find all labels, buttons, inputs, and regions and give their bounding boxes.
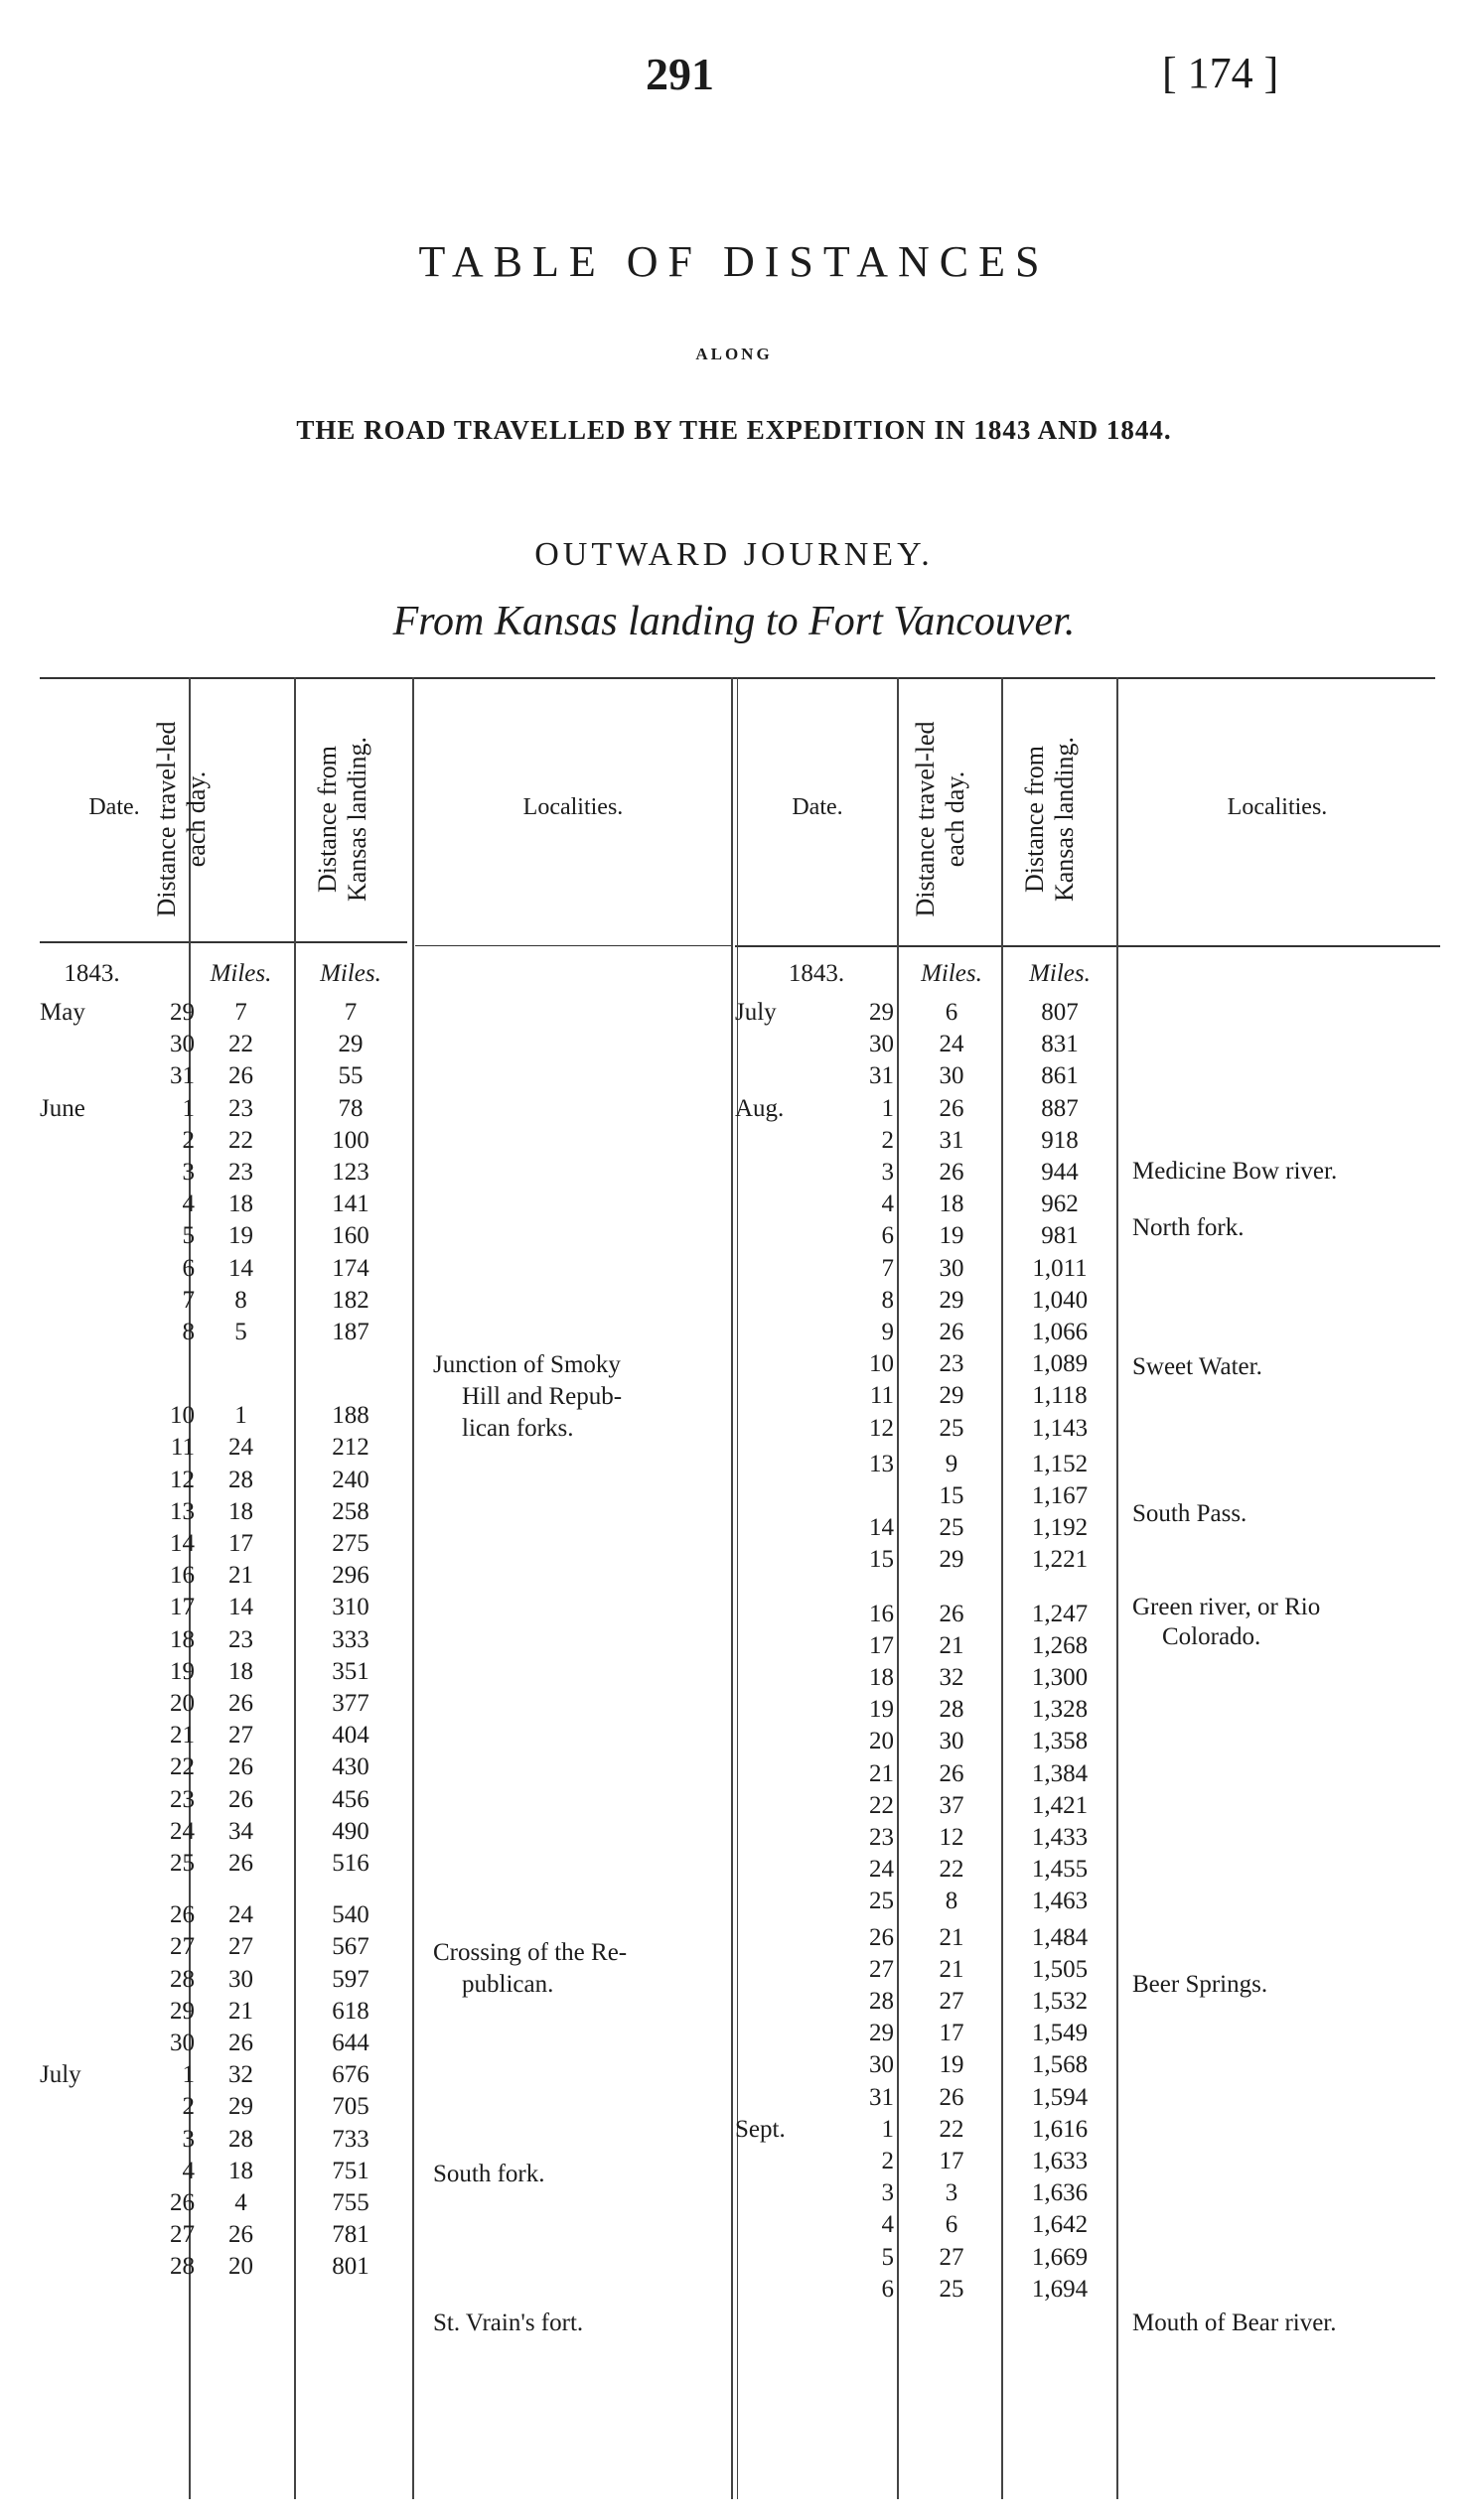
page-number: 291 (646, 49, 714, 99)
distance-day-cell: 21 (939, 1955, 964, 1983)
locality-text: South fork. (433, 2161, 545, 2187)
distance-day-cell: 26 (228, 1850, 253, 1877)
day-cell: 2 (881, 1126, 894, 1154)
day-cell: 5 (182, 1222, 195, 1250)
table-row (0, 1883, 1468, 1919)
day-cell: 13 (869, 1450, 894, 1477)
distance-day-cell: 15 (939, 1482, 964, 1509)
day-cell: 19 (170, 1657, 195, 1685)
column-header-localities: Localities. (522, 794, 624, 820)
locality-text: Hill and Repub- (462, 1383, 623, 1410)
distance-total-cell: 1,669 (1031, 2243, 1089, 2271)
distance-day-cell: 26 (228, 1062, 253, 1090)
day-cell: 1 (881, 1094, 894, 1122)
day-cell: 30 (170, 2030, 195, 2056)
day-cell: 31 (869, 1062, 894, 1090)
distance-day-cell: 5 (234, 1319, 247, 1345)
distance-total-cell: 801 (332, 2253, 369, 2281)
column-header-date: Date. (792, 794, 843, 820)
distance-total-cell: 456 (332, 1785, 369, 1813)
distance-total-cell: 540 (332, 1901, 369, 1929)
day-cell: 24 (869, 1856, 894, 1884)
distance-day-cell: 22 (228, 1126, 253, 1154)
distance-day-cell: 18 (228, 1657, 253, 1685)
distance-day-cell: 24 (939, 1031, 964, 1058)
distance-total-cell: 1,300 (1031, 1664, 1089, 1691)
day-cell: 28 (869, 1988, 894, 2015)
day-cell: 24 (170, 1817, 195, 1845)
day-cell: 29 (869, 999, 894, 1026)
distance-day-cell: 26 (228, 1690, 253, 1717)
distance-total-cell: 1,642 (1031, 2211, 1089, 2239)
day-cell: 1 (182, 2061, 195, 2089)
units-label: Miles. (921, 960, 982, 987)
distance-day-cell: 6 (945, 2211, 958, 2239)
distance-total-cell: 1,549 (1031, 2020, 1089, 2047)
locality-text: Junction of Smoky (433, 1351, 621, 1378)
day-cell: 10 (170, 1402, 195, 1430)
distance-total-cell: 100 (332, 1126, 369, 1154)
day-cell: 21 (869, 1759, 894, 1787)
day-cell: 14 (869, 1514, 894, 1542)
distance-day-cell: 19 (939, 1222, 964, 1250)
day-cell: 11 (170, 1434, 195, 1462)
distance-day-cell: 26 (228, 2221, 253, 2249)
distance-day-cell: 26 (228, 1753, 253, 1781)
distance-day-cell: 26 (939, 1600, 964, 1627)
distance-day-cell: 26 (228, 2030, 253, 2056)
distance-total-cell: 55 (338, 1062, 364, 1090)
locality-text: Colorado. (1162, 1623, 1261, 1650)
distance-total-cell: 29 (338, 1031, 364, 1058)
distance-day-cell: 20 (228, 2253, 253, 2281)
day-cell: 12 (869, 1414, 894, 1442)
day-cell: 4 (881, 2211, 894, 2239)
distance-day-cell: 8 (945, 1888, 958, 1915)
distance-total-cell: 516 (332, 1850, 369, 1877)
page-number-bracketed: [ 174 ] (1162, 49, 1279, 97)
day-cell: 26 (170, 1901, 195, 1929)
distance-day-cell: 26 (228, 1785, 253, 1813)
distance-day-cell: 23 (939, 1350, 964, 1378)
distance-total-cell: 1,384 (1031, 1759, 1089, 1787)
distance-day-cell: 30 (939, 1062, 964, 1090)
distance-day-cell: 23 (228, 1625, 253, 1653)
day-cell: 22 (869, 1791, 894, 1819)
distance-day-cell: 26 (939, 1759, 964, 1787)
column-header-localities: Localities. (1227, 794, 1328, 820)
distance-total-cell: 1,532 (1031, 1988, 1089, 2015)
units-row (0, 955, 1468, 992)
distance-total-cell: 597 (332, 1965, 369, 1993)
distance-total-cell: 141 (332, 1190, 369, 1218)
day-cell: 18 (170, 1625, 195, 1653)
day-cell: 8 (182, 1319, 195, 1345)
route-heading: From Kansas landing to Fort Vancouver. (392, 599, 1076, 644)
distance-total-cell: 296 (332, 1562, 369, 1590)
day-cell: 31 (869, 2083, 894, 2111)
day-cell: 30 (170, 1031, 195, 1058)
distance-day-cell: 19 (939, 2051, 964, 2079)
distance-day-cell: 25 (939, 1414, 964, 1442)
day-cell: 15 (869, 1546, 894, 1574)
distance-total-cell: 160 (332, 1222, 369, 1250)
day-cell: 5 (881, 2243, 894, 2271)
distance-day-cell: 18 (939, 1190, 964, 1218)
distance-total-cell: 1,616 (1031, 2115, 1089, 2143)
day-cell: 29 (869, 2020, 894, 2047)
day-cell: 17 (869, 1631, 894, 1659)
day-cell: 3 (182, 2125, 195, 2153)
day-cell: 16 (869, 1600, 894, 1627)
day-cell: 14 (170, 1530, 195, 1557)
distance-day-cell: 17 (939, 2020, 964, 2047)
locality-text: Crossing of the Re- (433, 1939, 628, 1966)
distance-total-cell: 618 (332, 1997, 369, 2025)
distance-day-cell: 30 (228, 1965, 253, 1993)
distance-day-cell: 8 (234, 1286, 247, 1314)
page-subtitle: THE ROAD TRAVELLED BY THE EXPEDITION IN 1843 AND 1844. (296, 415, 1172, 445)
distance-total-cell: 275 (332, 1530, 369, 1557)
day-cell: 21 (170, 1722, 195, 1750)
distance-total-cell: 1,040 (1031, 1286, 1089, 1314)
month-label: Aug. (735, 1094, 785, 1122)
day-cell: 1 (182, 1094, 195, 1122)
units-label: Miles. (210, 960, 272, 987)
day-cell: 6 (881, 2275, 894, 2303)
distance-total-cell: 751 (332, 2157, 369, 2184)
distance-day-cell: 18 (228, 1497, 253, 1525)
distance-day-cell: 3 (945, 2179, 958, 2207)
distance-day-cell: 29 (939, 1546, 964, 1574)
units-label: Miles. (1029, 960, 1091, 987)
distance-day-cell: 37 (939, 1791, 964, 1819)
day-cell: 3 (182, 1159, 195, 1186)
distance-total-cell: 240 (332, 1466, 369, 1493)
distance-day-cell: 27 (228, 1933, 253, 1961)
locality-text: lican forks. (462, 1415, 574, 1442)
distance-total-cell: 861 (1041, 1062, 1079, 1090)
month-label: July (735, 999, 777, 1026)
distance-total-cell: 351 (332, 1657, 369, 1685)
day-cell: 30 (869, 1031, 894, 1058)
distance-total-cell: 1,636 (1031, 2179, 1089, 2207)
day-cell: 27 (170, 2221, 195, 2249)
day-cell: 2 (182, 2093, 195, 2121)
distance-day-cell: 9 (945, 1450, 958, 1477)
distance-total-cell: 1,568 (1031, 2051, 1089, 2079)
distance-day-cell: 25 (939, 1514, 964, 1542)
distance-total-cell: 1,505 (1031, 1955, 1089, 1983)
distance-day-cell: 21 (228, 1997, 253, 2025)
locality-text: South Pass. (1132, 1500, 1248, 1527)
locality-text: Green river, or Rio (1132, 1594, 1321, 1620)
day-cell: 23 (170, 1785, 195, 1813)
locality-text: North fork. (1132, 1214, 1245, 1241)
day-cell: 4 (881, 1190, 894, 1218)
day-cell: 19 (869, 1696, 894, 1724)
distance-total-cell: 174 (332, 1254, 369, 1282)
distance-total-cell: 123 (332, 1159, 369, 1186)
distance-day-cell: 14 (228, 1254, 253, 1282)
distance-total-cell: 1,089 (1031, 1350, 1089, 1378)
day-cell: 26 (170, 2189, 195, 2216)
day-cell: 12 (170, 1466, 195, 1493)
distance-day-cell: 17 (939, 2148, 964, 2174)
column-header-distance-total: Distance from Kansas landing. (1020, 736, 1079, 903)
day-cell: 6 (182, 1254, 195, 1282)
day-cell: 25 (170, 1850, 195, 1877)
distance-total-cell: 1,633 (1031, 2148, 1089, 2174)
distance-day-cell: 26 (939, 1094, 964, 1122)
header-bottom-rule-mid (415, 945, 733, 946)
distance-day-cell: 7 (234, 999, 247, 1026)
distance-day-cell: 21 (939, 1631, 964, 1659)
distance-day-cell: 18 (228, 2157, 253, 2184)
day-cell: 3 (881, 2179, 894, 2207)
distance-total-cell: 918 (1041, 1126, 1079, 1154)
header-bottom-rule-left (40, 941, 407, 943)
distance-day-cell: 32 (939, 1664, 964, 1691)
distance-day-cell: 28 (228, 2125, 253, 2153)
distance-total-cell: 187 (332, 1319, 369, 1345)
day-cell: 3 (881, 1159, 894, 1186)
distance-day-cell: 29 (939, 1382, 964, 1410)
month-label: July (40, 2061, 81, 2089)
distance-day-cell: 26 (939, 1159, 964, 1186)
column-header-distance-day: Distance travel-led each day. (911, 721, 969, 917)
units-label: Miles. (320, 960, 381, 987)
distance-day-cell: 26 (939, 1319, 964, 1345)
distance-day-cell: 27 (939, 2243, 964, 2271)
distance-total-cell: 981 (1041, 1222, 1079, 1250)
distance-day-cell: 22 (939, 1856, 964, 1884)
distance-day-cell: 6 (945, 999, 958, 1026)
day-cell: 26 (869, 1923, 894, 1951)
distance-day-cell: 17 (228, 1530, 253, 1557)
distance-total-cell: 333 (332, 1625, 369, 1653)
distance-total-cell: 1,433 (1031, 1824, 1089, 1851)
day-cell: 28 (170, 2253, 195, 2281)
distance-total-cell: 188 (332, 1402, 369, 1430)
distance-total-cell: 944 (1041, 1159, 1079, 1186)
distance-total-cell: 644 (332, 2030, 369, 2056)
year-label: 1843. (64, 960, 120, 987)
distance-total-cell: 1,484 (1031, 1923, 1089, 1951)
distance-total-cell: 1,167 (1031, 1482, 1089, 1509)
distance-day-cell: 18 (228, 1190, 253, 1218)
section-heading: OUTWARD JOURNEY. (534, 536, 934, 573)
distance-day-cell: 27 (228, 1722, 253, 1750)
distance-total-cell: 1,011 (1032, 1254, 1088, 1282)
distance-total-cell: 430 (332, 1753, 369, 1781)
day-cell: 18 (869, 1664, 894, 1691)
distance-day-cell: 21 (939, 1923, 964, 1951)
distance-total-cell: 781 (332, 2221, 369, 2249)
day-cell: 22 (170, 1753, 195, 1781)
month-label: Sept. (735, 2115, 786, 2143)
locality-text: publican. (462, 1971, 554, 1998)
distance-total-cell: 1,694 (1031, 2275, 1089, 2303)
day-cell: 29 (170, 1997, 195, 2025)
distance-total-cell: 1,221 (1031, 1546, 1089, 1574)
locality-text: Mouth of Bear river. (1132, 2310, 1337, 2336)
day-cell: 20 (170, 1690, 195, 1717)
day-cell: 29 (170, 999, 195, 1026)
distance-total-cell: 404 (332, 1722, 369, 1750)
day-cell: 7 (182, 1286, 195, 1314)
locality-text: Beer Springs. (1132, 1971, 1268, 1998)
day-cell: 17 (170, 1594, 195, 1621)
column-header-date: Date. (88, 794, 140, 820)
distance-total-cell: 755 (332, 2189, 369, 2216)
distance-day-cell: 28 (228, 1466, 253, 1493)
day-cell: 7 (881, 1254, 894, 1282)
locality-text: Medicine Bow river. (1132, 1158, 1338, 1185)
distance-day-cell: 12 (939, 1824, 964, 1851)
distance-total-cell: 1,328 (1031, 1696, 1089, 1724)
day-cell: 2 (881, 2148, 894, 2174)
day-cell: 20 (869, 1728, 894, 1755)
distance-total-cell: 182 (332, 1286, 369, 1314)
day-cell: 27 (869, 1955, 894, 1983)
distance-day-cell: 27 (939, 1988, 964, 2015)
distance-day-cell: 32 (228, 2061, 253, 2089)
distance-day-cell: 24 (228, 1901, 253, 1929)
distance-day-cell: 30 (939, 1728, 964, 1755)
distance-day-cell: 29 (228, 2093, 253, 2121)
distance-day-cell: 1 (234, 1402, 247, 1430)
distance-total-cell: 1,118 (1032, 1382, 1088, 1410)
day-cell: 13 (170, 1497, 195, 1525)
distance-total-cell: 1,268 (1031, 1631, 1089, 1659)
distance-day-cell: 29 (939, 1286, 964, 1314)
distance-total-cell: 676 (332, 2061, 369, 2089)
distance-total-cell: 962 (1041, 1190, 1079, 1218)
month-label: May (40, 999, 85, 1026)
distance-total-cell: 1,143 (1031, 1414, 1089, 1442)
title-connector: ALONG (695, 345, 773, 363)
day-cell: 2 (182, 1126, 195, 1154)
distance-total-cell: 212 (332, 1434, 369, 1462)
locality-text: St. Vrain's fort. (433, 2310, 584, 2336)
day-cell: 4 (182, 2157, 195, 2184)
table-row (0, 1541, 1468, 1578)
distance-day-cell: 23 (228, 1159, 253, 1186)
day-cell: 6 (881, 1222, 894, 1250)
day-cell: 27 (170, 1933, 195, 1961)
distance-day-cell: 14 (228, 1594, 253, 1621)
day-cell: 10 (869, 1350, 894, 1378)
distance-day-cell: 22 (939, 2115, 964, 2143)
day-cell: 1 (881, 2115, 894, 2143)
day-cell: 23 (869, 1824, 894, 1851)
distance-total-cell: 490 (332, 1817, 369, 1845)
distance-total-cell: 1,594 (1031, 2083, 1089, 2111)
distance-day-cell: 21 (228, 1562, 253, 1590)
distance-total-cell: 1,152 (1031, 1450, 1089, 1477)
distance-total-cell: 1,463 (1031, 1888, 1089, 1915)
column-header-distance-total: Distance from Kansas landing. (313, 736, 371, 903)
distance-total-cell: 831 (1041, 1031, 1079, 1058)
column-header-distance-day: Distance travel-led each day. (152, 721, 211, 917)
distance-total-cell: 310 (332, 1594, 369, 1621)
month-label: June (40, 1094, 85, 1122)
distance-day-cell: 34 (228, 1817, 253, 1845)
distance-total-cell: 1,421 (1031, 1791, 1089, 1819)
distance-day-cell: 4 (234, 2189, 247, 2216)
day-cell: 4 (182, 1190, 195, 1218)
distance-day-cell: 19 (228, 1222, 253, 1250)
distance-day-cell: 23 (228, 1094, 253, 1122)
distance-day-cell: 25 (939, 2275, 964, 2303)
distance-total-cell: 705 (332, 2093, 369, 2121)
distance-total-cell: 78 (338, 1094, 364, 1122)
day-cell: 30 (869, 2051, 894, 2079)
header-bottom-rule-right (735, 945, 1440, 947)
page-title: TABLE OF DISTANCES (418, 237, 1050, 286)
distance-total-cell: 1,066 (1031, 1319, 1089, 1345)
table-row (0, 2271, 1468, 2308)
distance-day-cell: 22 (228, 1031, 253, 1058)
distance-day-cell: 24 (228, 1434, 253, 1462)
table-row (0, 1410, 1468, 1447)
distance-total-cell: 887 (1041, 1094, 1079, 1122)
distance-total-cell: 1,358 (1031, 1728, 1089, 1755)
distance-total-cell: 258 (332, 1497, 369, 1525)
day-cell: 28 (170, 1965, 195, 1993)
distance-total-cell: 1,247 (1031, 1600, 1089, 1627)
day-cell: 8 (881, 1286, 894, 1314)
distance-day-cell: 26 (939, 2083, 964, 2111)
year-label: 1843. (788, 960, 845, 987)
distance-total-cell: 733 (332, 2125, 369, 2153)
distance-total-cell: 1,455 (1031, 1856, 1089, 1884)
day-cell: 11 (869, 1382, 894, 1410)
distance-total-cell: 807 (1041, 999, 1079, 1026)
distance-day-cell: 30 (939, 1254, 964, 1282)
day-cell: 31 (170, 1062, 195, 1090)
distance-day-cell: 28 (939, 1696, 964, 1724)
day-cell: 25 (869, 1888, 894, 1915)
distance-total-cell: 567 (332, 1933, 369, 1961)
day-cell: 16 (170, 1562, 195, 1590)
distance-day-cell: 31 (939, 1126, 964, 1154)
distance-total-cell: 7 (344, 999, 358, 1026)
distance-total-cell: 1,192 (1031, 1514, 1089, 1542)
distance-total-cell: 377 (332, 1690, 369, 1717)
day-cell: 9 (881, 1319, 894, 1345)
locality-text: Sweet Water. (1132, 1353, 1262, 1380)
